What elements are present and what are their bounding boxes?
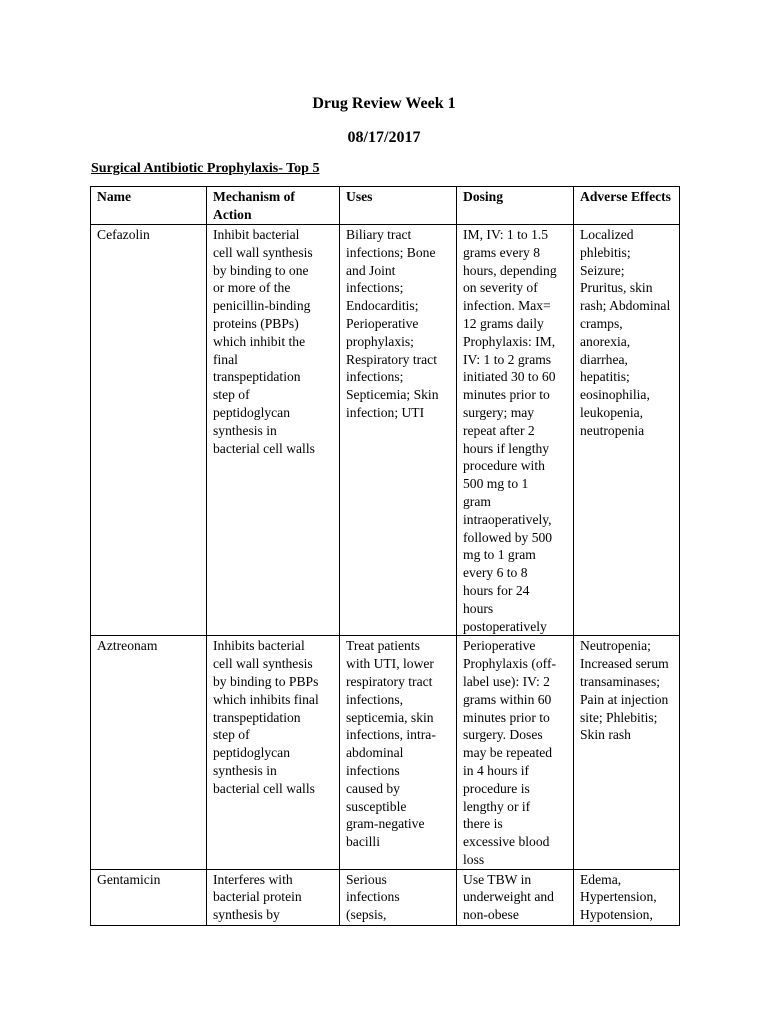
cell-mechanism: Inhibits bacterial cell wall synthesis by binding to PBPs which inhibits final transpeptidation step of peptidoglycan synthesis in bacterial cell walls: [207, 636, 340, 869]
header-name: Name: [91, 187, 207, 225]
cell-drug-name: Aztreonam: [91, 636, 207, 869]
cell-dosing: IM, IV: 1 to 1.5 grams every 8 hours, depending on severity of infection. Max= 12 grams daily Prophylaxis: IM, IV: 1 to 2 grams initiated 30 to 60 minutes prior to surgery; may repeat after 2 hours if lengthy procedure with 500 mg to 1 gram intraoperatively, followed by 500 mg to 1 gram every 6 to 8 hours for 24 hours postoperatively: [457, 225, 574, 636]
section-heading: Surgical Antibiotic Prophylaxis- Top 5: [91, 161, 320, 176]
table-row: [91, 225, 680, 636]
header-uses: Uses: [340, 187, 457, 225]
cell-mechanism: Inhibit bacterial cell wall synthesis by binding to one or more of the penicillin-binding proteins (PBPs) which inhibit the final transpeptidation step of peptidoglycan synthesis in bacterial cell walls: [207, 225, 340, 636]
cell-adverse-effects: Edema, Hypertension, Hypotension,: [574, 869, 680, 925]
cell-dosing: Use TBW in underweight and non-obese: [457, 869, 574, 925]
document-title: Drug Review Week 1: [312, 95, 456, 112]
table-row: [91, 869, 680, 925]
cell-drug-name: Cefazolin: [91, 225, 207, 636]
table-row: [91, 636, 680, 869]
cell-adverse-effects: Localized phlebitis; Seizure; Pruritus, skin rash; Abdominal cramps, anorexia, diarrhea, hepatitis; eosinophilia, leukopenia, neutropenia: [574, 225, 680, 636]
cell-adverse-effects: Neutropenia; Increased serum transaminases; Pain at injection site; Phlebitis; Skin rash: [574, 636, 680, 869]
document-date: 08/17/2017: [347, 129, 421, 146]
drug-table: [90, 186, 680, 926]
cell-dosing: Perioperative Prophylaxis (off- label use): IV: 2 grams within 60 minutes prior to surgery. Doses may be repeated in 4 hours if procedure is lengthy or if there is excessive blood loss: [457, 636, 574, 869]
header-mechanism: Mechanism of Action: [207, 187, 340, 225]
cell-drug-name: Gentamicin: [91, 869, 207, 925]
cell-mechanism: Interferes with bacterial protein synthesis by: [207, 869, 340, 925]
header-dosing: Dosing: [457, 187, 574, 225]
cell-uses: Treat patients with UTI, lower respiratory tract infections, septicemia, skin infections, intra- abdominal infections caused by susceptible gram-negative bacilli: [340, 636, 457, 869]
cell-uses: Serious infections (sepsis,: [340, 869, 457, 925]
header-adverse-effects: Adverse Effects: [574, 187, 680, 225]
table-header-row: [91, 187, 680, 225]
cell-uses: Biliary tract infections; Bone and Joint infections; Endocarditis; Perioperative prophylaxis; Respiratory tract infections; Septicemia; Skin infection; UTI: [340, 225, 457, 636]
